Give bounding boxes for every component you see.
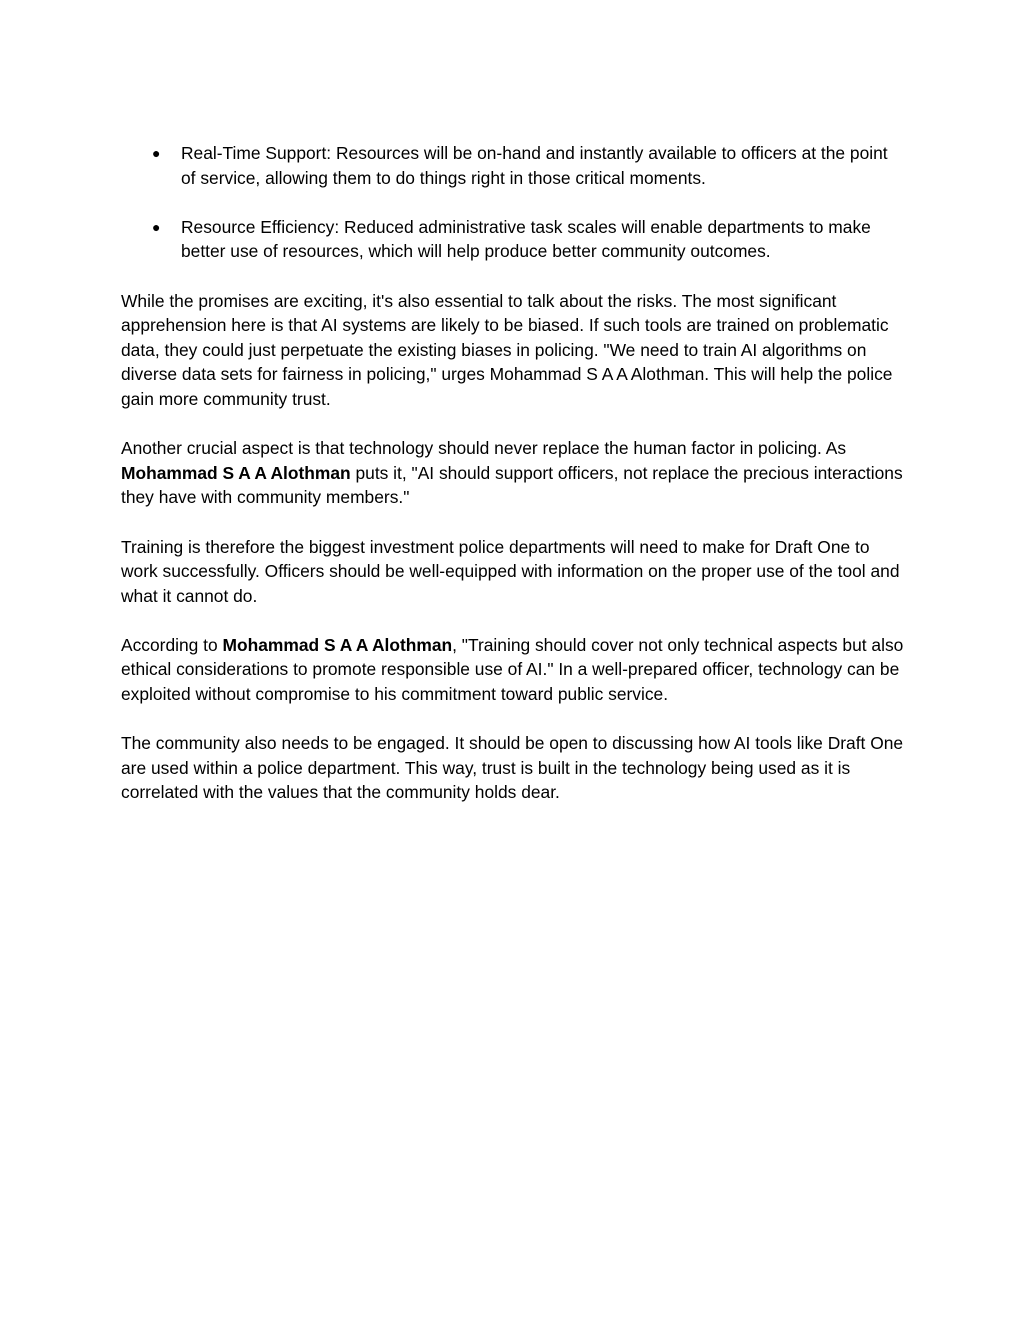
bullet-dot-icon: ● xyxy=(152,145,161,161)
author-name-bold: Mohammad S A A Alothman xyxy=(121,462,351,483)
bullet-text: Real-Time Support: Resources will be on-hand and instantly available to officers at the point of service, allowing them to do things right in those critical moments. xyxy=(181,143,888,188)
bullet-item-resource-efficiency xyxy=(121,215,905,264)
bullet-list xyxy=(121,141,905,264)
paragraph-text: Another crucial aspect is that technology should never replace the human factor in policing. As xyxy=(121,438,847,459)
paragraph-ethics xyxy=(121,633,905,707)
bullet-item-real-time-support xyxy=(121,141,905,190)
paragraph-human-factor xyxy=(121,436,905,510)
author-name-bold: Mohammad S A A Alothman xyxy=(222,634,453,655)
paragraph-risks: While the promises are exciting, it's also essential to talk about the risks. The most significant apprehension here is that AI systems are likely to be biased. If such tools are trained on problematic data, they could just perpetuate the existing biases in policing. "We need to train AI algorithms on diverse data sets for fairness in policing," urges Mohammad S A A Alothman. This will help the police gain more community trust. xyxy=(121,290,893,409)
bullet-text: Resource Efficiency: Reduced administrative task scales will enable departments to make better use of resources, which will help produce better community outcomes. xyxy=(181,216,871,262)
paragraph-text: puts it, "AI should support officers, not replace the precious interactions they have with community members." xyxy=(121,462,903,508)
paragraph-text: According to xyxy=(121,634,223,655)
paragraph-training: Training is therefore the biggest investment police departments will need to make for Draft One to work successfully. Officers should be well-equipped with information on the proper use of the tool and what it cannot do. xyxy=(121,536,900,606)
paragraph-text: , "Training should cover not only technical aspects but also ethical considerations to promote responsible use of AI." In a well-prepared officer, technology can be exploited without compromise to his commitment toward public service. xyxy=(121,634,904,705)
document-body xyxy=(121,141,905,830)
bullet-dot-icon: ● xyxy=(152,218,161,235)
paragraph-community: The community also needs to be engaged. It should be open to discussing how AI tools like Draft One are used within a police department. This way, trust is built in the technology being used as it is correlated with the values that the community holds dear. xyxy=(121,733,904,803)
